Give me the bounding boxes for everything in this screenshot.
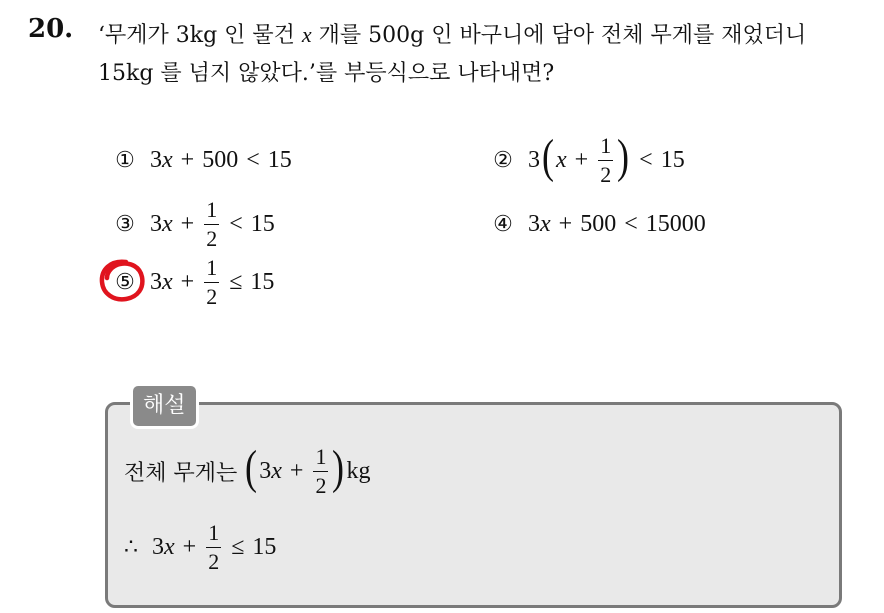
solution-line-1-text: 전체 무게는 (124, 460, 238, 486)
left-paren: ( (245, 441, 258, 494)
fraction (313, 443, 328, 498)
relation: < (246, 146, 260, 173)
coef: 3 (528, 146, 540, 173)
question-number: 20. (28, 14, 74, 44)
question-variable: x (301, 22, 312, 47)
relation: < (624, 210, 638, 237)
option-1[interactable] (112, 130, 292, 190)
option-2-expression (528, 130, 685, 187)
fraction (206, 519, 221, 574)
term: 500 (202, 146, 239, 173)
fraction (204, 254, 219, 309)
var: x (162, 210, 173, 237)
fraction (204, 196, 219, 251)
operator: + (289, 457, 304, 484)
option-2[interactable] (490, 130, 685, 190)
rhs: 15000 (645, 210, 706, 237)
option-1-expression (150, 147, 292, 174)
numerator: 1 (204, 199, 219, 225)
option-5[interactable] (112, 252, 274, 312)
option-3-expression (150, 196, 275, 251)
coef: 3 (150, 146, 162, 173)
unit: kg (346, 457, 371, 484)
operator: + (182, 533, 197, 560)
option-2-number: ② (493, 147, 513, 173)
operator: + (574, 146, 589, 173)
denominator: 2 (206, 283, 218, 309)
question-text (98, 16, 868, 93)
var: x (540, 210, 551, 237)
right-paren: ) (617, 130, 630, 183)
denominator: 2 (206, 225, 218, 251)
right-paren: ) (332, 441, 345, 494)
coef: 3 (150, 210, 162, 237)
solution-line-2 (124, 514, 276, 580)
denominator: 2 (600, 161, 612, 187)
relation: ≤ (231, 533, 245, 560)
solution-tab-label: 해설 (130, 383, 199, 429)
rhs: 15 (250, 268, 275, 295)
numerator: 1 (313, 446, 328, 472)
var: x (271, 457, 282, 484)
option-4[interactable] (490, 194, 706, 254)
relation: < (229, 210, 243, 237)
denominator: 2 (208, 548, 220, 574)
coef: 3 (152, 533, 164, 560)
option-5-expression (150, 254, 275, 309)
numerator: 1 (204, 257, 219, 283)
rhs: 15 (252, 533, 277, 560)
denominator: 2 (315, 472, 327, 498)
coef: 3 (528, 210, 540, 237)
option-4-expression (528, 211, 706, 238)
var: x (162, 146, 173, 173)
relation: ≤ (229, 268, 243, 295)
option-3[interactable] (112, 194, 275, 254)
left-paren: ( (541, 130, 554, 183)
operator: + (180, 210, 195, 237)
operator: + (180, 268, 195, 295)
relation: < (639, 146, 653, 173)
var: x (164, 533, 175, 560)
solution-line-2-expression (152, 519, 277, 574)
therefore-symbol: ∴ (124, 534, 138, 560)
option-4-number: ④ (493, 211, 513, 237)
option-1-number: ① (115, 147, 135, 173)
var: x (162, 268, 173, 295)
operator: + (180, 146, 195, 173)
question-text-part1: ‘무게가 3kg 인 물건 (98, 23, 302, 48)
option-3-number: ③ (115, 211, 135, 237)
option-5-number: ⑤ (115, 269, 135, 295)
numerator: 1 (598, 135, 613, 161)
coef: 3 (150, 268, 162, 295)
coef: 3 (259, 457, 272, 484)
fraction (598, 132, 613, 187)
numerator: 1 (206, 522, 221, 548)
rhs: 15 (250, 210, 275, 237)
rhs: 15 (267, 146, 292, 173)
term: 500 (580, 210, 617, 237)
var: x (555, 146, 567, 173)
question-text-part2: 개를 500g 인 바구니에 담아 전체 무게를 재었더니 15kg 를 넘지 않았다.’를 부등식으로 나타내면? (98, 23, 807, 86)
solution-line-1 (124, 438, 370, 504)
operator: + (558, 210, 573, 237)
rhs: 15 (660, 146, 685, 173)
solution-line-1-expression (243, 441, 371, 498)
